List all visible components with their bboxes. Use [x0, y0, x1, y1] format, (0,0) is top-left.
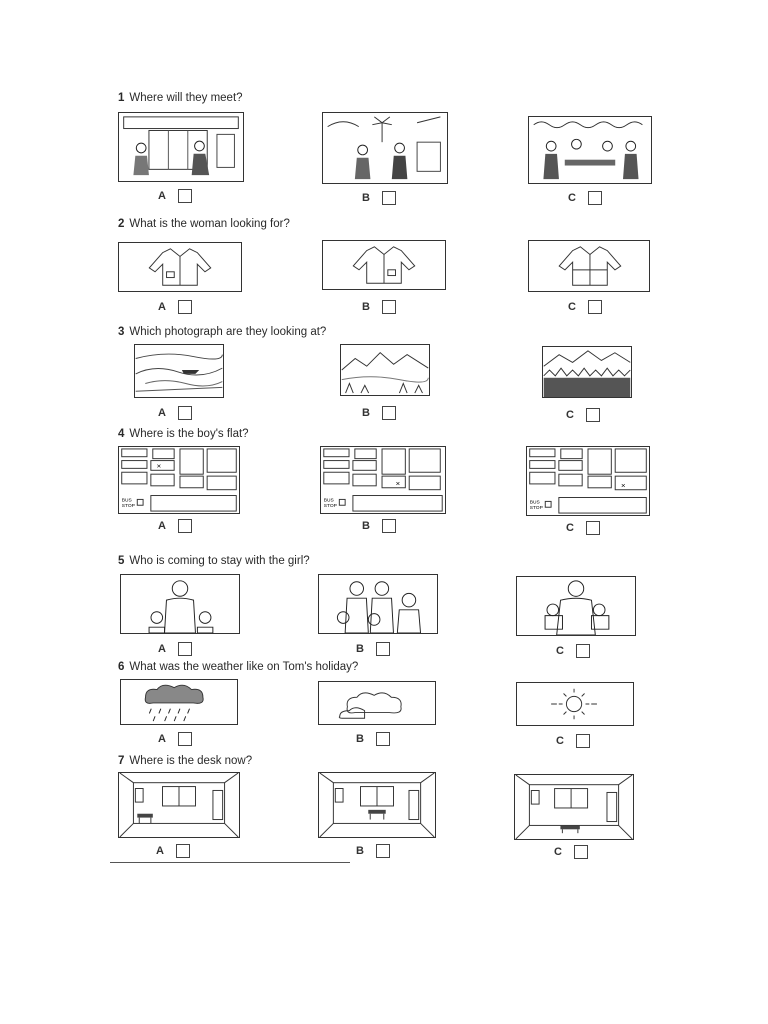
q4-option-b[interactable]: B — [362, 519, 396, 533]
q6-checkbox-c[interactable] — [576, 734, 590, 748]
q4-map-a — [118, 446, 240, 514]
q6-picture-b — [318, 681, 436, 725]
question-4-title: 4 Where is the boy's flat? — [118, 428, 249, 440]
q5-checkbox-c[interactable] — [576, 644, 590, 658]
q2-checkbox-c[interactable] — [588, 300, 602, 314]
q4-map-b — [320, 446, 446, 514]
q7-option-b[interactable]: B — [356, 844, 390, 858]
q5-picture-c — [516, 576, 636, 636]
q1-picture-c — [528, 116, 652, 184]
q4-option-a[interactable]: A — [158, 519, 192, 533]
question-1-title: 1 Where will they meet? — [118, 92, 243, 104]
q3-option-b[interactable]: B — [362, 406, 396, 420]
q2-picture-c — [528, 240, 650, 292]
svg-text:×: × — [156, 461, 162, 471]
question-5-title: 5 Who is coming to stay with the girl? — [118, 555, 310, 567]
q6-option-b[interactable]: B — [356, 732, 390, 746]
q3-picture-b — [340, 344, 430, 396]
q7-checkbox-a[interactable] — [176, 844, 190, 858]
q5-picture-b — [318, 574, 438, 634]
q4-c-stop-label: STOP — [529, 506, 543, 512]
q7-checkbox-c[interactable] — [574, 845, 588, 859]
q4-b-stop-label: STOP — [323, 504, 337, 510]
q1-checkbox-c[interactable] — [588, 191, 602, 205]
q7-picture-b — [318, 772, 436, 838]
q4-a-bus-label: BUS — [121, 498, 132, 504]
q3-option-a[interactable]: A — [158, 406, 192, 420]
question-3-title: 3 Which photograph are they looking at? — [118, 326, 327, 338]
q1-checkbox-b[interactable] — [382, 191, 396, 205]
q4-checkbox-a[interactable] — [178, 519, 192, 533]
q6-option-a[interactable]: A — [158, 732, 192, 746]
q6-picture-c — [516, 682, 634, 726]
q4-option-c[interactable]: C — [566, 521, 600, 535]
q2-picture-b — [322, 240, 446, 290]
q5-option-a[interactable]: A — [158, 642, 192, 656]
q5-checkbox-b[interactable] — [376, 642, 390, 656]
q2-checkbox-a[interactable] — [178, 300, 192, 314]
q2-checkbox-b[interactable] — [382, 300, 396, 314]
q6-checkbox-b[interactable] — [376, 732, 390, 746]
q4-c-bus-label: BUS — [529, 500, 540, 506]
q4-checkbox-c[interactable] — [586, 521, 600, 535]
q2-option-c[interactable]: C — [568, 300, 602, 314]
q5-checkbox-a[interactable] — [178, 642, 192, 656]
question-2-title: 2 What is the woman looking for? — [118, 218, 290, 230]
q2-option-a[interactable]: A — [158, 300, 192, 314]
q3-picture-c — [542, 346, 632, 398]
bottom-rule — [110, 862, 350, 863]
question-7-title: 7 Where is the desk now? — [118, 755, 253, 767]
q1-option-c[interactable]: C — [568, 191, 602, 205]
q4-b-bus-label: BUS — [323, 498, 334, 504]
q7-option-a[interactable]: A — [156, 844, 190, 858]
q1-option-b[interactable]: B — [362, 191, 396, 205]
q1-picture-b — [322, 112, 448, 184]
q1-checkbox-a[interactable] — [178, 189, 192, 203]
svg-text:×: × — [621, 480, 626, 490]
q3-checkbox-a[interactable] — [178, 406, 192, 420]
q4-a-stop-label: STOP — [121, 504, 135, 510]
q5-picture-a — [120, 574, 240, 634]
q1-option-a[interactable]: A — [158, 189, 192, 203]
q1-picture-a — [118, 112, 244, 182]
q2-option-b[interactable]: B — [362, 300, 396, 314]
q7-checkbox-b[interactable] — [376, 844, 390, 858]
q6-picture-a — [120, 679, 238, 725]
q7-option-c[interactable]: C — [554, 845, 588, 859]
q6-option-c[interactable]: C — [556, 734, 590, 748]
q2-picture-a — [118, 242, 242, 292]
q7-picture-c — [514, 774, 634, 840]
q3-checkbox-c[interactable] — [586, 408, 600, 422]
q3-checkbox-b[interactable] — [382, 406, 396, 420]
q5-option-c[interactable]: C — [556, 644, 590, 658]
svg-text:×: × — [395, 478, 401, 488]
q5-option-b[interactable]: B — [356, 642, 390, 656]
question-6-title: 6 What was the weather like on Tom's holiday? — [118, 661, 359, 673]
q4-checkbox-b[interactable] — [382, 519, 396, 533]
q7-picture-a — [118, 772, 240, 838]
q4-map-c — [526, 446, 650, 516]
q3-picture-a — [134, 344, 224, 398]
q6-checkbox-a[interactable] — [178, 732, 192, 746]
q3-option-c[interactable]: C — [566, 408, 600, 422]
